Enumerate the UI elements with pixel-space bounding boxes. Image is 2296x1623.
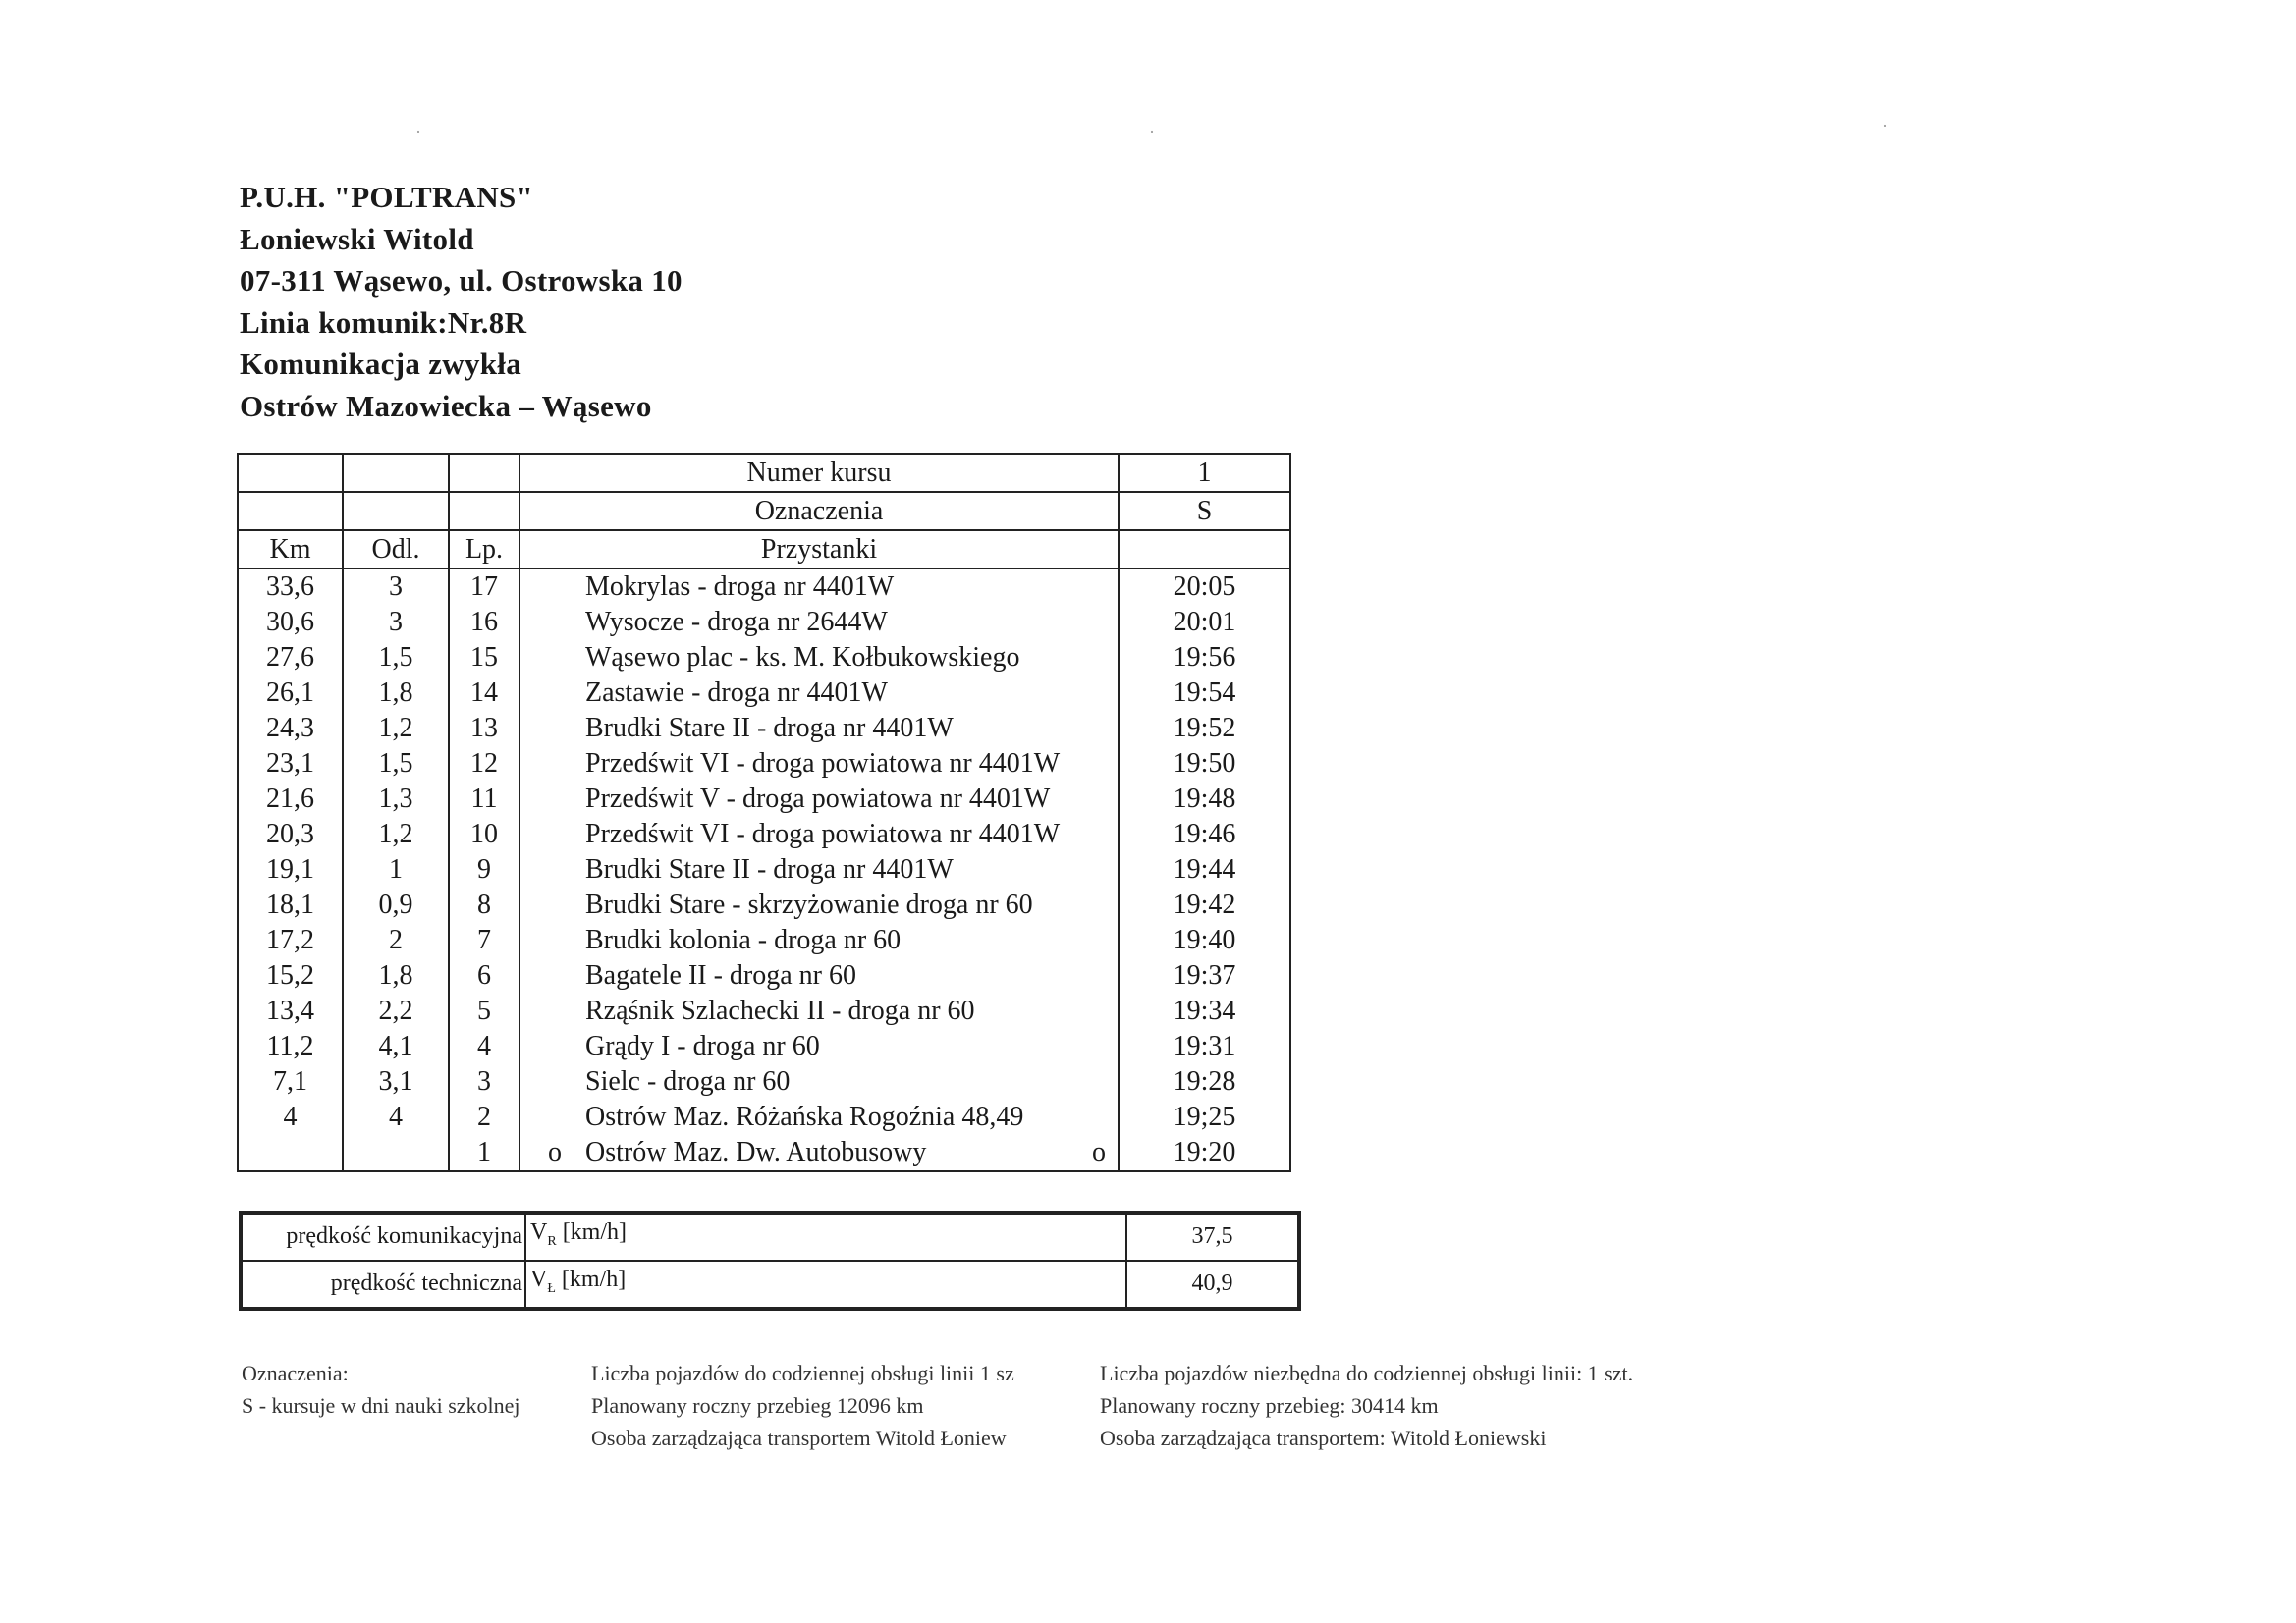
owner-name: Łoniewski Witold: [240, 221, 474, 256]
transport-manager-left: Osoba zarządzająca transportem Witold Łoniew: [591, 1426, 1007, 1450]
lp-cell: 17: [449, 568, 519, 605]
terminus-mark-left: o: [548, 1137, 562, 1167]
time-cell: 19;25: [1119, 1100, 1290, 1135]
route-name: Ostrów Mazowiecka – Wąsewo: [240, 388, 652, 423]
stop-cell: [519, 994, 1119, 1029]
stop-cell: [519, 1135, 1119, 1171]
stop-cell: [519, 711, 1119, 746]
km-cell: 15,2: [238, 958, 343, 994]
odl-cell: 1,5: [343, 640, 449, 676]
table-row: [238, 1100, 1290, 1135]
odl-cell: 0,9: [343, 888, 449, 923]
odl-cell: [343, 1135, 449, 1171]
time-cell: 19:37: [1119, 958, 1290, 994]
scan-mark: ·: [1149, 122, 1155, 141]
speed-communication-unit: $V_R$ [km/h]: [525, 1213, 1126, 1261]
service-type: Komunikacja zwykła: [240, 347, 522, 381]
speed-technical-label: prędkość techniczna: [241, 1261, 525, 1309]
table-row: [238, 746, 1290, 782]
time-cell: 19:56: [1119, 640, 1290, 676]
company-name: P.U.H. "POLTRANS": [240, 180, 534, 214]
line-info-right: [1100, 1357, 1633, 1454]
lp-cell: 11: [449, 782, 519, 817]
stop-name: Ostrów Maz. Różańska Rogoźnia 48,49: [585, 1102, 1024, 1132]
header-row-marks: [238, 492, 1290, 530]
speed-technical-value: 40,9: [1126, 1261, 1299, 1309]
lp-cell: 12: [449, 746, 519, 782]
odl-cell: 2,2: [343, 994, 449, 1029]
odl-cell: 1,2: [343, 711, 449, 746]
km-cell: 21,6: [238, 782, 343, 817]
speed-communication-label: prędkość komunikacyjna: [241, 1213, 525, 1261]
odl-cell: 2: [343, 923, 449, 958]
odl-cell: 1: [343, 852, 449, 888]
table-row: [238, 852, 1290, 888]
stop-name: Przedświt V - droga powiatowa nr 4401W: [585, 784, 1051, 814]
stop-cell: [519, 1064, 1119, 1100]
time-cell: 19:52: [1119, 711, 1290, 746]
stop-name: Przedświt VI - droga powiatowa nr 4401W: [585, 748, 1061, 779]
lp-cell: 15: [449, 640, 519, 676]
lp-cell: 3: [449, 1064, 519, 1100]
marks-label: Oznaczenia: [519, 492, 1119, 530]
stop-name: Brudki Stare - skrzyżowanie droga nr 60: [585, 890, 1033, 920]
stop-cell: [519, 923, 1119, 958]
lp-cell: 14: [449, 676, 519, 711]
lp-cell: 4: [449, 1029, 519, 1064]
km-cell: 17,2: [238, 923, 343, 958]
lp-cell: 9: [449, 852, 519, 888]
stop-name: Przedświt VI - droga powiatowa nr 4401W: [585, 819, 1061, 849]
time-cell: 19:42: [1119, 888, 1290, 923]
lp-cell: 10: [449, 817, 519, 852]
stop-name: Grądy I - droga nr 60: [585, 1031, 820, 1061]
km-cell: 30,6: [238, 605, 343, 640]
stop-name: Zastawie - droga nr 4401W: [585, 677, 888, 708]
lp-cell: 8: [449, 888, 519, 923]
table-row: [238, 888, 1290, 923]
terminus-mark-right: o: [1092, 1137, 1106, 1167]
lp-cell: 16: [449, 605, 519, 640]
course-number-value: 1: [1119, 454, 1290, 492]
odl-cell: 4,1: [343, 1029, 449, 1064]
km-cell: 11,2: [238, 1029, 343, 1064]
table-row: [238, 817, 1290, 852]
line-number: Linia komunik:Nr.8R: [240, 304, 527, 340]
stop-name: Bagatele II - droga nr 60: [585, 960, 856, 991]
col-km: Km: [238, 530, 343, 568]
odl-cell: 1,5: [343, 746, 449, 782]
km-cell: 26,1: [238, 676, 343, 711]
km-cell: 7,1: [238, 1064, 343, 1100]
stop-cell: [519, 640, 1119, 676]
speed-row-communication: [241, 1213, 1299, 1261]
time-cell: 19:20: [1119, 1135, 1290, 1171]
stop-cell: [519, 605, 1119, 640]
stop-cell: [519, 888, 1119, 923]
col-lp: Lp.: [449, 530, 519, 568]
stop-cell: [519, 568, 1119, 605]
km-cell: [238, 1135, 343, 1171]
time-cell: 19:44: [1119, 852, 1290, 888]
course-number-label: Numer kursu: [519, 454, 1119, 492]
time-cell: 19:48: [1119, 782, 1290, 817]
km-cell: 18,1: [238, 888, 343, 923]
stop-cell: [519, 1029, 1119, 1064]
stop-name: Ostrów Maz. Dw. Autobusowy: [585, 1137, 927, 1167]
stop-name: Brudki Stare II - droga nr 4401W: [585, 713, 954, 743]
table-row: [238, 676, 1290, 711]
table-row: [238, 958, 1290, 994]
stop-name: Mokrylas - droga nr 4401W: [585, 571, 895, 602]
stop-cell: [519, 852, 1119, 888]
odl-cell: 1,8: [343, 676, 449, 711]
col-przystanki: Przystanki: [519, 530, 1119, 568]
time-cell: 20:01: [1119, 605, 1290, 640]
vehicles-count-left: Liczba pojazdów do codziennej obsługi linii 1 sz: [591, 1361, 1014, 1385]
km-cell: 24,3: [238, 711, 343, 746]
legend-s: S - kursuje w dni nauki szkolnej: [242, 1393, 520, 1418]
company-header: [240, 177, 683, 427]
km-cell: 19,1: [238, 852, 343, 888]
stop-name: Wysocze - droga nr 2644W: [585, 607, 888, 637]
time-cell: 20:05: [1119, 568, 1290, 605]
legend-notes: [242, 1357, 520, 1422]
stop-cell: [519, 782, 1119, 817]
stop-name: Rząśnik Szlachecki II - droga nr 60: [585, 996, 975, 1026]
table-row: [238, 711, 1290, 746]
odl-cell: 4: [343, 1100, 449, 1135]
marks-value: S: [1119, 492, 1290, 530]
km-cell: 13,4: [238, 994, 343, 1029]
time-cell: 19:50: [1119, 746, 1290, 782]
table-row: [238, 994, 1290, 1029]
lp-cell: 5: [449, 994, 519, 1029]
odl-cell: 1,8: [343, 958, 449, 994]
table-row: [238, 1135, 1290, 1171]
stop-cell: [519, 817, 1119, 852]
vehicles-count-right: Liczba pojazdów niezbędna do codziennej obsługi linii: 1 szt.: [1100, 1361, 1634, 1385]
odl-cell: 3,1: [343, 1064, 449, 1100]
col-odl: Odl.: [343, 530, 449, 568]
table-row: [238, 782, 1290, 817]
stop-name: Sielc - droga nr 60: [585, 1066, 791, 1097]
speed-table: [239, 1211, 1301, 1311]
lp-cell: 13: [449, 711, 519, 746]
line-info-left: [591, 1357, 1014, 1454]
odl-cell: 1,2: [343, 817, 449, 852]
legend-title: Oznaczenia:: [242, 1361, 349, 1385]
stop-name: Brudki kolonia - droga nr 60: [585, 925, 902, 955]
lp-cell: 6: [449, 958, 519, 994]
annual-mileage-right: Planowany roczny przebieg: 30414 km: [1100, 1393, 1439, 1418]
odl-cell: 3: [343, 605, 449, 640]
odl-cell: 3: [343, 568, 449, 605]
stop-cell: [519, 958, 1119, 994]
table-row: [238, 1064, 1290, 1100]
scan-mark: ·: [415, 122, 421, 141]
km-cell: 4: [238, 1100, 343, 1135]
stop-name: Brudki Stare II - droga nr 4401W: [585, 854, 954, 885]
time-cell: 19:46: [1119, 817, 1290, 852]
table-row: [238, 605, 1290, 640]
speed-technical-unit: $V_Ł$ [km/h]: [525, 1261, 1126, 1309]
lp-cell: 7: [449, 923, 519, 958]
time-cell: 19:40: [1119, 923, 1290, 958]
km-cell: 33,6: [238, 568, 343, 605]
km-cell: 23,1: [238, 746, 343, 782]
stop-cell: [519, 1100, 1119, 1135]
table-row: [238, 923, 1290, 958]
lp-cell: 1: [449, 1135, 519, 1171]
timetable: [237, 453, 1291, 1172]
stop-cell: [519, 676, 1119, 711]
stop-cell: [519, 746, 1119, 782]
company-address: 07-311 Wąsewo, ul. Ostrowska 10: [240, 263, 683, 298]
speed-row-technical: [241, 1261, 1299, 1309]
time-cell: 19:34: [1119, 994, 1290, 1029]
table-row: [238, 568, 1290, 605]
scan-mark: ·: [1882, 116, 1887, 135]
annual-mileage-left: Planowany roczny przebieg 12096 km: [591, 1393, 924, 1418]
time-cell: 19:31: [1119, 1029, 1290, 1064]
stop-name: Wąsewo plac - ks. M. Kołbukowskiego: [585, 642, 1020, 673]
header-row-course: [238, 454, 1290, 492]
transport-manager-right: Osoba zarządzająca transportem: Witold Łoniewski: [1100, 1426, 1547, 1450]
header-row-columns: [238, 530, 1290, 568]
odl-cell: 1,3: [343, 782, 449, 817]
time-cell: 19:54: [1119, 676, 1290, 711]
table-row: [238, 640, 1290, 676]
km-cell: 20,3: [238, 817, 343, 852]
table-row: [238, 1029, 1290, 1064]
lp-cell: 2: [449, 1100, 519, 1135]
time-cell: 19:28: [1119, 1064, 1290, 1100]
speed-communication-value: 37,5: [1126, 1213, 1299, 1261]
km-cell: 27,6: [238, 640, 343, 676]
